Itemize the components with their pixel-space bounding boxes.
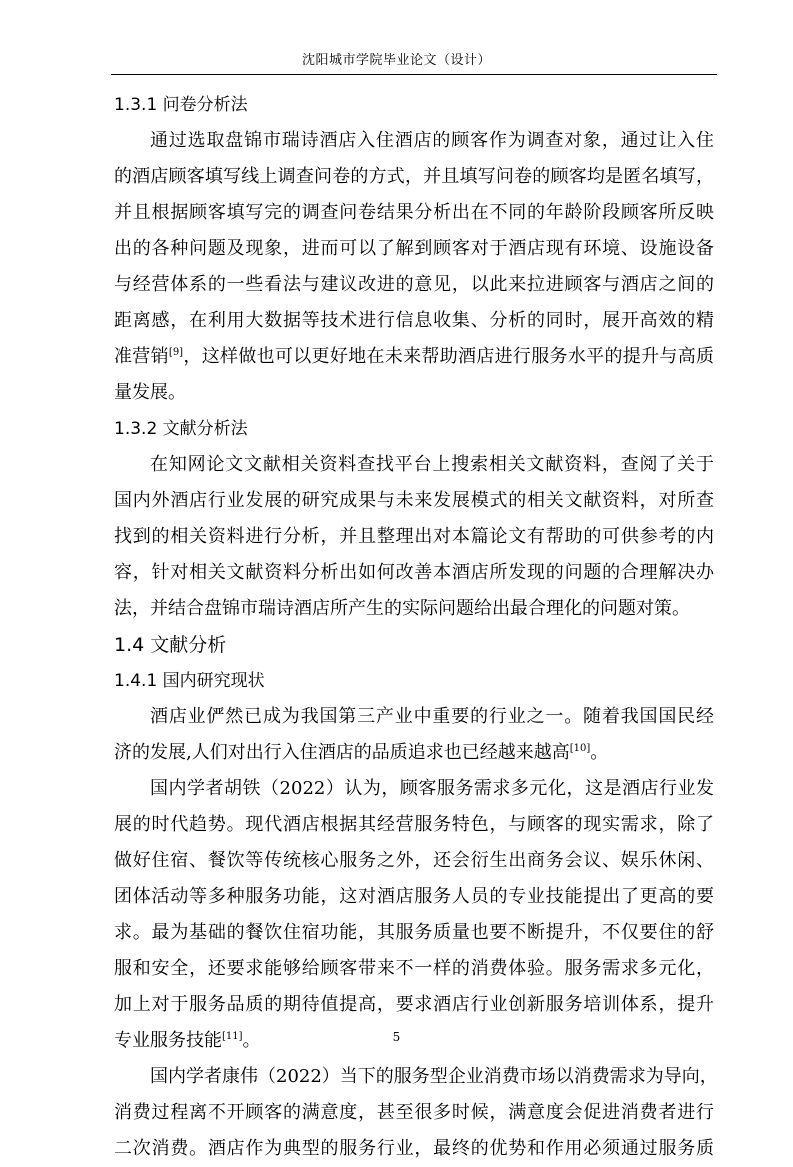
citation-marker: [10]	[569, 743, 591, 754]
text-line: 展的时代趋势。现代酒店根据其经营服务特色，与顾客的现实需求，除了	[114, 814, 714, 835]
paragraph-hu-tie	[114, 771, 714, 1059]
text-line: 酒店业俨然已成为我国第三产业中重要的行业之一。随着我国国民经	[150, 706, 714, 727]
text-line: 量发展。	[114, 382, 186, 403]
text-line: 国内学者胡铁（2022）认为，顾客服务需求多元化，这是酒店行业发	[150, 778, 714, 799]
text-fragment: ，这样做也可以更好地在未来帮助酒店进行服务水平的提升与高质	[183, 346, 714, 367]
text-line: 加上对于服务品质的期待值提高，要求酒店行业创新服务培训体系，提升	[114, 994, 714, 1015]
text-line: 并且根据顾客填写完的调查问卷结果分析出在不同的年龄阶段顾客所反映	[114, 202, 714, 223]
section-heading-1-3-1: 1.3.1 问卷分析法	[114, 95, 248, 115]
section-heading-1-4-1: 1.4.1 国内研究现状	[114, 671, 265, 691]
text-line: 的酒店顾客填写线上调查问卷的方式，并且填写问卷的顾客均是匿名填写，	[114, 166, 714, 187]
text-line: 容，针对相关文献资料分析出如何改善本酒店所发现的问题的合理解决办	[114, 562, 714, 583]
text-line: 出的各种问题及现象，进而可以了解到顾客对于酒店现有环境、设施设备	[114, 238, 714, 259]
text-line: 国内学者康伟（2022）当下的服务型企业消费市场以消费需求为导向，	[150, 1066, 718, 1087]
text-line: 与经营体系的一些看法与建议改进的意见，以此来拉进顾客与酒店之间的	[114, 274, 714, 295]
page-number: 5	[392, 1030, 401, 1044]
paragraph-questionnaire-method	[114, 123, 714, 411]
text-line: 团体活动等多种服务功能，这对酒店服务人员的专业技能提出了更高的要	[114, 886, 714, 907]
text-line: 通过选取盘锦市瑞诗酒店入住酒店的顾客作为调查对象，通过让入住	[150, 130, 714, 151]
text-fragment: 准营销	[114, 346, 169, 367]
text-line: 距离感，在利用大数据等技术进行信息收集、分析的同时，展开高效的精	[114, 310, 714, 331]
text-line: 在知网论文文献相关资料查找平台上搜索相关文献资料，查阅了关于	[150, 454, 714, 475]
text-fragment: 。	[590, 742, 609, 763]
text-line: 法，并结合盘锦市瑞诗酒店所产生的实际问题给出最合理化的问题对策。	[114, 598, 690, 619]
page-body	[114, 87, 718, 1167]
section-heading-1-3-2: 1.3.2 文献分析法	[114, 419, 248, 439]
text-line: 国内外酒店行业发展的研究成果与未来发展模式的相关文献资料，对所查	[114, 490, 714, 511]
text-fragment: 专业服务技能	[114, 1030, 222, 1051]
citation-marker: [9]	[168, 347, 184, 358]
text-line	[114, 339, 714, 375]
text-fragment: 。	[242, 1030, 261, 1051]
text-line: 消费过程离不开顾客的满意度，甚至很多时候，满意度会促进消费者进行	[114, 1102, 714, 1123]
text-line: 做好住宿、餐饮等传统核心服务之外，还会衍生出商务会议、娱乐休闲、	[114, 850, 714, 871]
running-header: 沈阳城市学院毕业论文（设计）	[301, 53, 491, 68]
text-line: 找到的相关资料进行分析，并且整理出对本篇论文有帮助的可供参考的内	[114, 526, 714, 547]
paragraph-literature-method	[114, 447, 714, 627]
citation-marker: [11]	[222, 1031, 243, 1042]
text-line	[114, 735, 714, 771]
section-heading-1-4: 1.4 文献分析	[114, 634, 227, 656]
text-line: 二次消费。酒店作为典型的服务行业，最终的优势和作用必须通过服务质	[114, 1138, 714, 1159]
header-divider	[111, 74, 717, 75]
text-fragment: 济的发展,人们对出行入住酒店的品质追求也已经越来越高	[114, 742, 570, 763]
paragraph-domestic-overview	[114, 699, 714, 771]
paragraph-kang-wei	[114, 1059, 718, 1167]
text-line: 求。最为基础的餐饮住宿功能，其服务质量也要不断提升，不仅要住的舒	[114, 922, 714, 943]
text-line: 服和安全，还要求能够给顾客带来不一样的消费体验。服务需求多元化，	[114, 958, 714, 979]
